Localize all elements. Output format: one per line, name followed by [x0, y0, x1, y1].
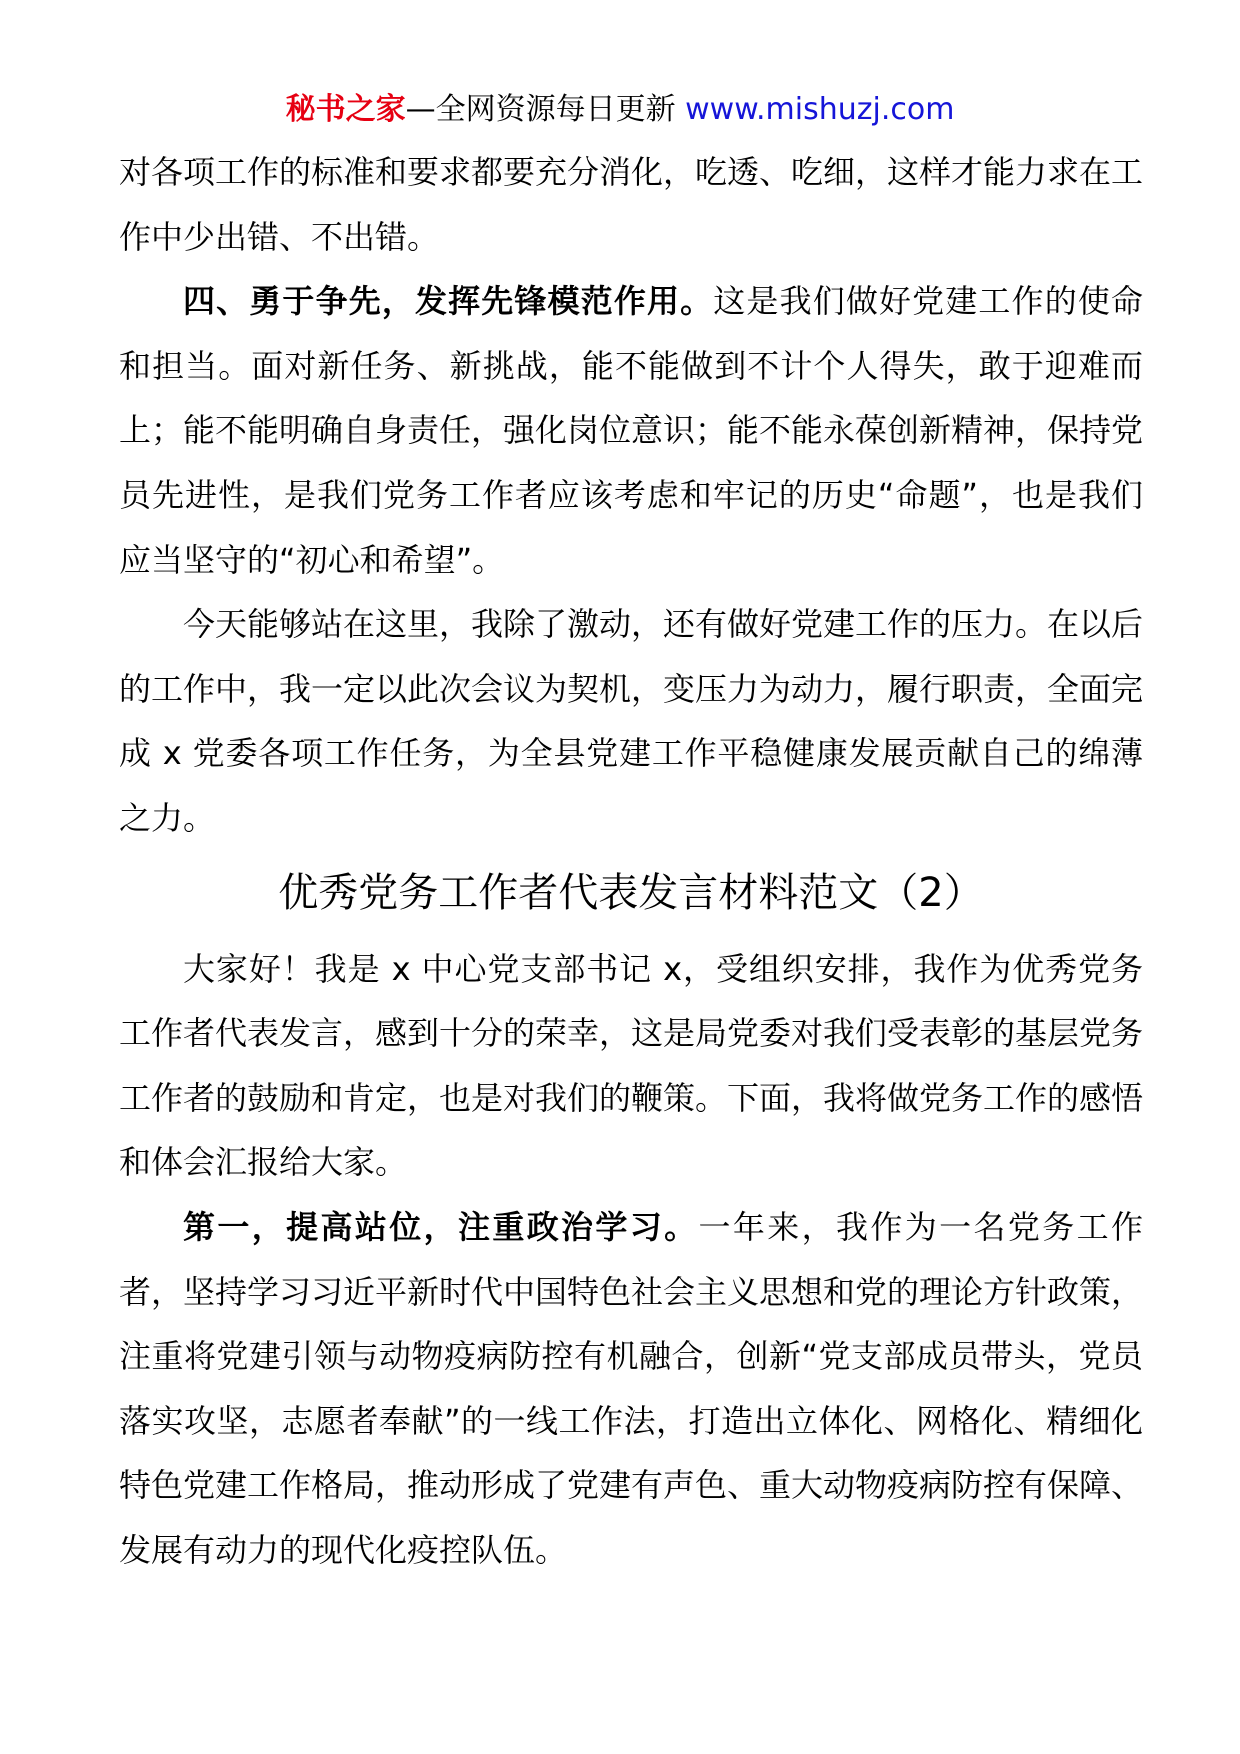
- paragraph-point-four: [119, 269, 1143, 592]
- paragraph-text: 这是我们做好党建工作的使命和担当。面对新任务、新挑战，能不能做到不计个人得失，敢于迎难而上；能不能明确自身责任，强化岗位意识；能不能永葆创新精神，保持党员先进性，是我们党务工作者应该考虑和牢记的历史“命题”，也是我们应当坚守的“初心和希望”。: [119, 282, 1144, 579]
- paragraph-lead-heading: 第一，提高站位，注重政治学习。: [183, 1207, 699, 1246]
- paragraph-point-one: [119, 1195, 1143, 1583]
- page-header: [0, 90, 1240, 130]
- paragraph-text: 一年来，我作为一名党务工作者，坚持学习习近平新时代中国特色社会主义思想和党的理论方针政策，注重将党建引领与动物疫病防控有机融合，创新“党支部成员带头，党员落实攻坚，志愿者奉献”的一线工作法，打造出立体化、网格化、精细化特色党建工作格局，推动形成了党建有声色、重大动物疫病防控有保障、发展有动力的现代化疫控队伍。: [119, 1207, 1144, 1569]
- site-url-link[interactable]: www.mishuzj.com: [685, 92, 955, 127]
- header-tagline: —全网资源每日更新: [405, 92, 676, 127]
- brand-name: 秘书之家: [285, 92, 406, 127]
- paragraph-lead-heading: 四、勇于争先，发挥先锋模范作用。: [183, 282, 714, 321]
- section-title: 优秀党务工作者代表发言材料范文（2）: [278, 869, 984, 916]
- document-body: [119, 140, 1143, 1582]
- paragraph-continuation: 对各项工作的标准和要求都要充分消化，吃透、吃细，这样才能力求在工作中少出错、不出错。: [119, 153, 1144, 256]
- paragraph-closing: 今天能够站在这里，我除了激动，还有做好党建工作的压力。在以后的工作中，我一定以此次会议为契机，变压力为动力，履行职责，全面完成 x 党委各项工作任务，为全县党建工作平稳健康发展贡献自己的绵薄之力。: [119, 605, 1144, 837]
- paragraph-greeting: 大家好！我是 x 中心党支部书记 x，受组织安排，我作为优秀党务工作者代表发言，感到十分的荣幸，这是局党委对我们受表彰的基层党务工作者的鼓励和肯定，也是对我们的鞭策。下面，我将做党务工作的感悟和体会汇报给大家。: [119, 949, 1144, 1182]
